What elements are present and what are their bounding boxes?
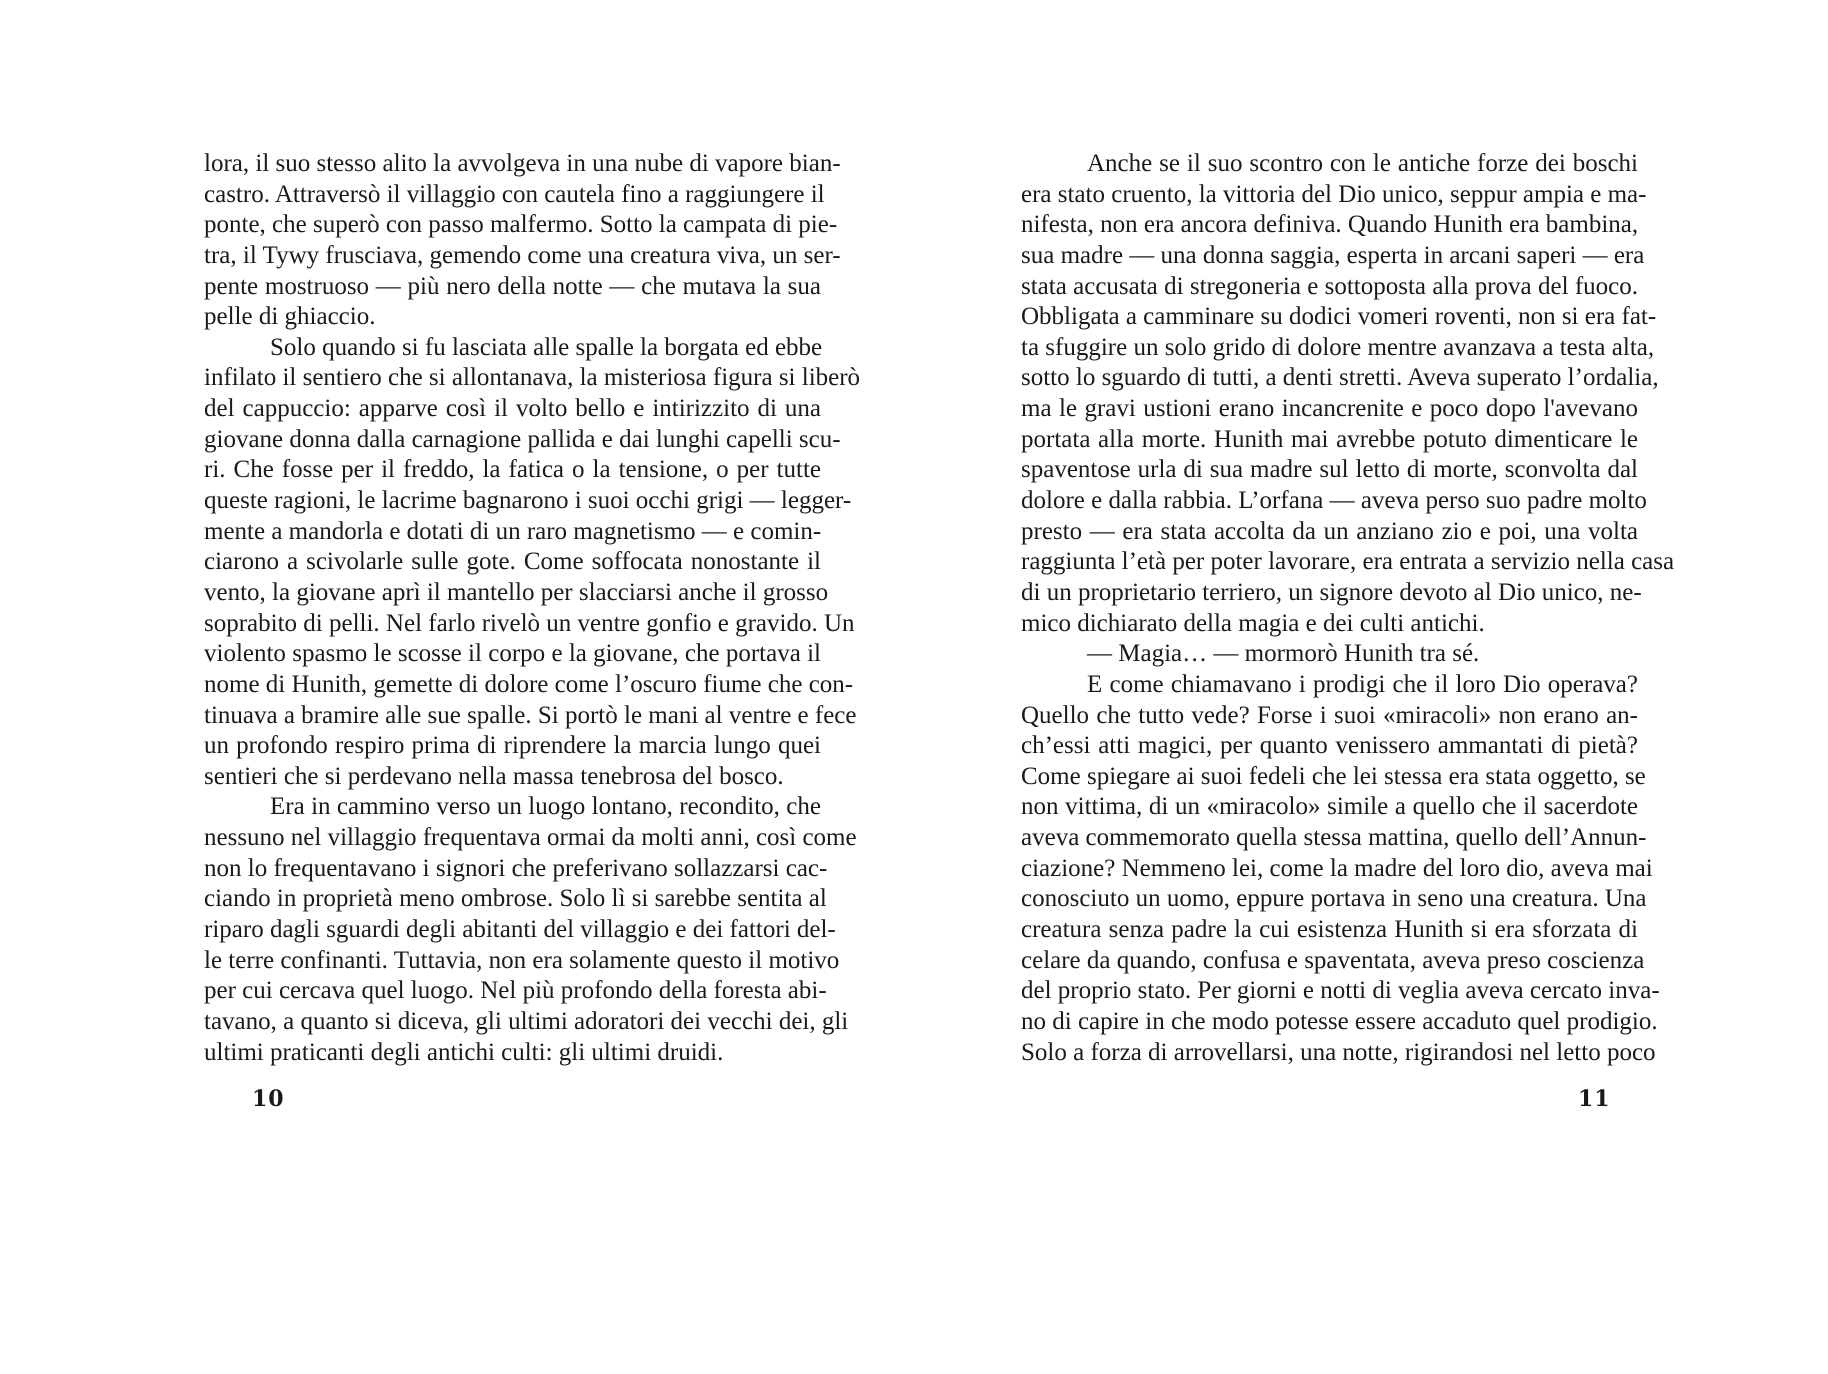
right-page-text <box>1021 149 1675 1068</box>
text-line: dolore e dalla rabbia. L’orfana — aveva perso suo padre molto <box>1021 487 1647 515</box>
text-line: no di capire in che modo potesse essere accaduto quel prodigio. <box>1021 1007 1658 1035</box>
text-line: Obbligata a camminare su dodici vomeri roventi, non si era fat- <box>1021 303 1657 331</box>
text-line: mente a mandorla e dotati di un raro magnetismo — e comin- <box>204 517 822 545</box>
text-line: ta sfuggire un solo grido di dolore mentre avanzava a testa alta, <box>1021 333 1655 361</box>
text-line: un profondo respiro prima di riprendere la marcia lungo quei <box>204 732 821 760</box>
text-line: non vittima, di un «miracolo» simile a quello che il sacerdote <box>1021 793 1638 821</box>
text-line: — Magia… — mormorò Hunith tra sé. <box>1087 640 1480 668</box>
text-line: spaventose urla di sua madre sul letto di morte, sconvolta dal <box>1021 456 1638 484</box>
text-line: sentieri che si perdevano nella massa tenebrosa del bosco. <box>204 762 784 790</box>
text-line: del cappuccio: apparve così il volto bello e intirizzito di una <box>204 395 821 423</box>
text-line: nessuno nel villaggio frequentava ormai da molti anni, così come <box>204 824 857 852</box>
text-line: ciazione? Nemmeno lei, come la madre del loro dio, aveva mai <box>1021 854 1653 882</box>
text-line: infilato il sentiero che si allontanava, la misteriosa figura si liberò <box>204 364 861 392</box>
text-line: era stato cruento, la vittoria del Dio unico, seppur ampia e ma- <box>1021 180 1647 208</box>
text-line: riparo dagli sguardi degli abitanti del villaggio e dei fattori del- <box>204 916 836 944</box>
text-line: celare da quando, confusa e spaventata, aveva preso coscienza <box>1021 946 1645 974</box>
text-line: queste ragioni, le lacrime bagnarono i suoi occhi grigi — legger- <box>204 487 852 515</box>
text-line: le terre confinanti. Tuttavia, non era solamente questo il motivo <box>204 946 840 974</box>
text-line: non lo frequentavano i signori che preferivano sollazzarsi cac- <box>204 854 828 882</box>
text-line: sua madre — una donna saggia, esperta in arcani saperi — era <box>1021 241 1645 269</box>
text-line: pelle di ghiaccio. <box>204 303 376 331</box>
text-line: ciando in proprietà meno ombrose. Solo lì si sarebbe sentita al <box>204 885 827 913</box>
text-line: raggiunta l’età per poter lavorare, era entrata a servizio nella casa <box>1021 548 1675 576</box>
text-line: per cui cercava quel luogo. Nel più profondo della foresta abi- <box>204 977 827 1005</box>
text-line: ri. Che fosse per il freddo, la fatica o la tensione, o per tutte <box>204 456 821 484</box>
page-number-left: 10 <box>252 1086 285 1112</box>
text-line: tra, il Tywy frusciava, gemendo come una creatura viva, un ser- <box>204 241 841 269</box>
text-line: di un proprietario terriero, un signore devoto al Dio unico, ne- <box>1021 578 1642 606</box>
text-line: lora, il suo stesso alito la avvolgeva in una nube di vapore bian- <box>204 150 841 177</box>
text-line: tinuava a bramire alle sue spalle. Si portò le mani al ventre e fece <box>204 701 857 729</box>
left-page-text <box>204 149 861 1068</box>
text-line: sotto lo sguardo di tutti, a denti stretti. Aveva superato l’ordalia, <box>1021 364 1659 392</box>
text-line: soprabito di pelli. Nel farlo rivelò un ventre gonfio e gravido. Un <box>204 609 855 637</box>
text-line: nifesta, non era ancora definiva. Quando Hunith era bambina, <box>1021 211 1639 239</box>
text-line: Solo a forza di arrovellarsi, una notte, rigirandosi nel letto poco <box>1021 1038 1656 1066</box>
text-line: portata alla morte. Hunith mai avrebbe potuto dimenticare le <box>1021 425 1638 453</box>
text-line: giovane donna dalla carnagione pallida e dai lunghi capelli scu- <box>204 425 841 453</box>
text-line: ultimi praticanti degli antichi culti: gli ultimi druidi. <box>204 1038 724 1066</box>
text-line: Quello che tutto vede? Forse i suoi «miracoli» non erano an- <box>1021 701 1638 729</box>
page-number-right: 11 <box>1578 1086 1611 1112</box>
text-line: Solo quando si fu lasciata alle spalle la borgata ed ebbe <box>270 333 823 361</box>
text-line: creatura senza padre la cui esistenza Hunith si era sforzata di <box>1021 916 1638 944</box>
text-line: Anche se il suo scontro con le antiche forze dei boschi <box>1087 150 1638 177</box>
text-line: ch’essi atti magici, per quanto venissero ammantati di pietà? <box>1021 732 1638 760</box>
text-line: nome di Hunith, gemette di dolore come l’oscuro fiume che con- <box>204 670 854 698</box>
text-line: del proprio stato. Per giorni e notti di veglia aveva cercato inva- <box>1021 977 1660 1005</box>
text-line: stata accusata di stregoneria e sottoposta alla prova del fuoco. <box>1021 272 1638 300</box>
text-line: ciarono a scivolarle sulle gote. Come soffocata nonostante il <box>204 548 821 576</box>
text-line: Come spiegare ai suoi fedeli che lei stessa era stata oggetto, se <box>1021 762 1646 790</box>
text-line: pente mostruoso — più nero della notte — che mutava la sua <box>204 272 821 300</box>
text-line: E come chiamavano i prodigi che il loro Dio operava? <box>1087 670 1638 698</box>
text-line: violento spasmo le scosse il corpo e la giovane, che portava il <box>204 640 821 668</box>
text-line: vento, la giovane aprì il mantello per slacciarsi anche il grosso <box>204 578 829 606</box>
text-line: presto — era stata accolta da un anziano zio e poi, una volta <box>1021 517 1638 545</box>
text-line: ma le gravi ustioni erano incancrenite e poco dopo l'avevano <box>1021 395 1638 423</box>
text-line: mico dichiarato della magia e dei culti antichi. <box>1021 609 1485 637</box>
text-line: conosciuto un uomo, eppure portava in seno una creatura. Una <box>1021 885 1647 913</box>
text-line: aveva commemorato quella stessa mattina, quello dell’Annun- <box>1021 824 1647 852</box>
text-line: ponte, che superò con passo malfermo. Sotto la campata di pie- <box>204 211 838 239</box>
text-line: tavano, a quanto si diceva, gli ultimi adoratori dei vecchi dei, gli <box>204 1007 849 1035</box>
text-line: castro. Attraversò il villaggio con cautela fino a raggiungere il <box>204 180 825 208</box>
text-line: Era in cammino verso un luogo lontano, recondito, che <box>270 793 821 821</box>
